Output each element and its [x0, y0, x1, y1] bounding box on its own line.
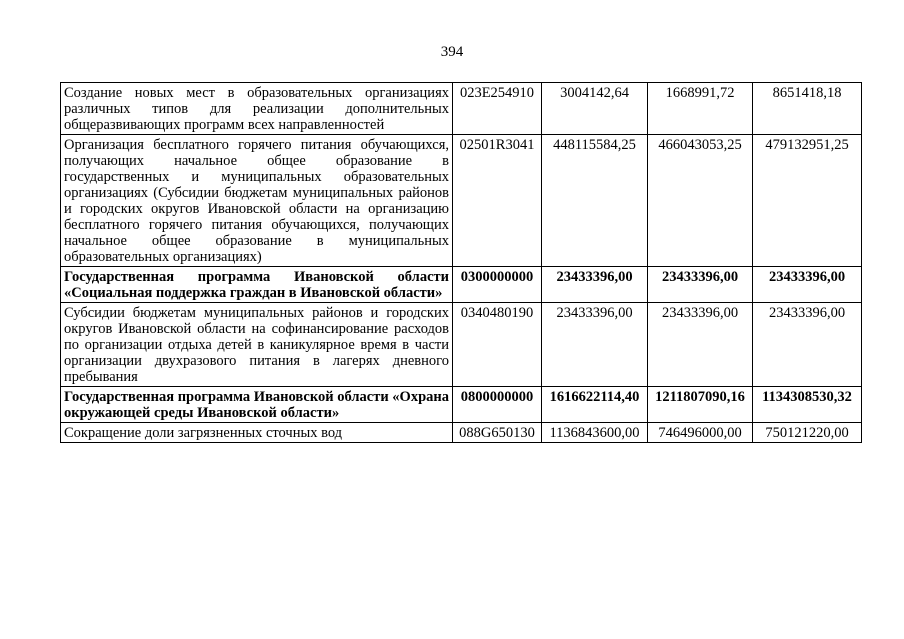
row-value-3: 23433396,00 — [753, 303, 862, 387]
row-code: 0340480190 — [453, 303, 542, 387]
row-name: Субсидии бюджетам муниципальных районов и городских округов Ивановской области на софинансирование расходов по организации отдыха детей в каникулярное время в части организации двухразового питания в лагерях дневного пребывания — [61, 303, 453, 387]
table-row — [61, 423, 862, 443]
row-code: 0300000000 — [453, 267, 542, 303]
table-row-program — [61, 267, 862, 303]
row-name: Создание новых мест в образовательных организациях различных типов для реализации дополнительных общеразвивающих программ всех направленностей — [61, 83, 453, 135]
row-value-3: 1134308530,32 — [753, 387, 862, 423]
row-value-1: 23433396,00 — [542, 303, 648, 387]
table-row — [61, 135, 862, 267]
row-value-3: 479132951,25 — [753, 135, 862, 267]
row-name: Государственная программа Ивановской области «Охрана окружающей среды Ивановской области» — [61, 387, 453, 423]
row-code: 0800000000 — [453, 387, 542, 423]
row-value-2: 23433396,00 — [648, 267, 753, 303]
row-code: 02501R3041 — [453, 135, 542, 267]
row-value-2: 1211807090,16 — [648, 387, 753, 423]
row-value-3: 23433396,00 — [753, 267, 862, 303]
row-value-1: 448115584,25 — [542, 135, 648, 267]
row-code: 088G650130 — [453, 423, 542, 443]
table-row — [61, 303, 862, 387]
row-value-2: 1668991,72 — [648, 83, 753, 135]
row-value-1: 1616622114,40 — [542, 387, 648, 423]
row-name: Организация бесплатного горячего питания обучающихся, получающих начальное общее образование в государственных и муниципальных образовательных организациях (Субсидии бюджетам муниципальных районов и городских округов Ивановской области на организацию бесплатного горячего питания обучающихся, получающих начальное общее образование в муниципальных образовательных организациях) — [61, 135, 453, 267]
row-value-2: 23433396,00 — [648, 303, 753, 387]
table-row — [61, 83, 862, 135]
budget-table — [60, 82, 862, 443]
row-value-2: 746496000,00 — [648, 423, 753, 443]
row-value-2: 466043053,25 — [648, 135, 753, 267]
row-code: 023E254910 — [453, 83, 542, 135]
row-value-3: 8651418,18 — [753, 83, 862, 135]
row-value-1: 23433396,00 — [542, 267, 648, 303]
row-value-1: 1136843600,00 — [542, 423, 648, 443]
row-name: Государственная программа Ивановской области «Социальная поддержка граждан в Ивановской области» — [61, 267, 453, 303]
row-name: Сокращение доли загрязненных сточных вод — [61, 423, 453, 443]
page-number: 394 — [440, 44, 464, 60]
row-value-1: 3004142,64 — [542, 83, 648, 135]
table-row-program — [61, 387, 862, 423]
row-value-3: 750121220,00 — [753, 423, 862, 443]
